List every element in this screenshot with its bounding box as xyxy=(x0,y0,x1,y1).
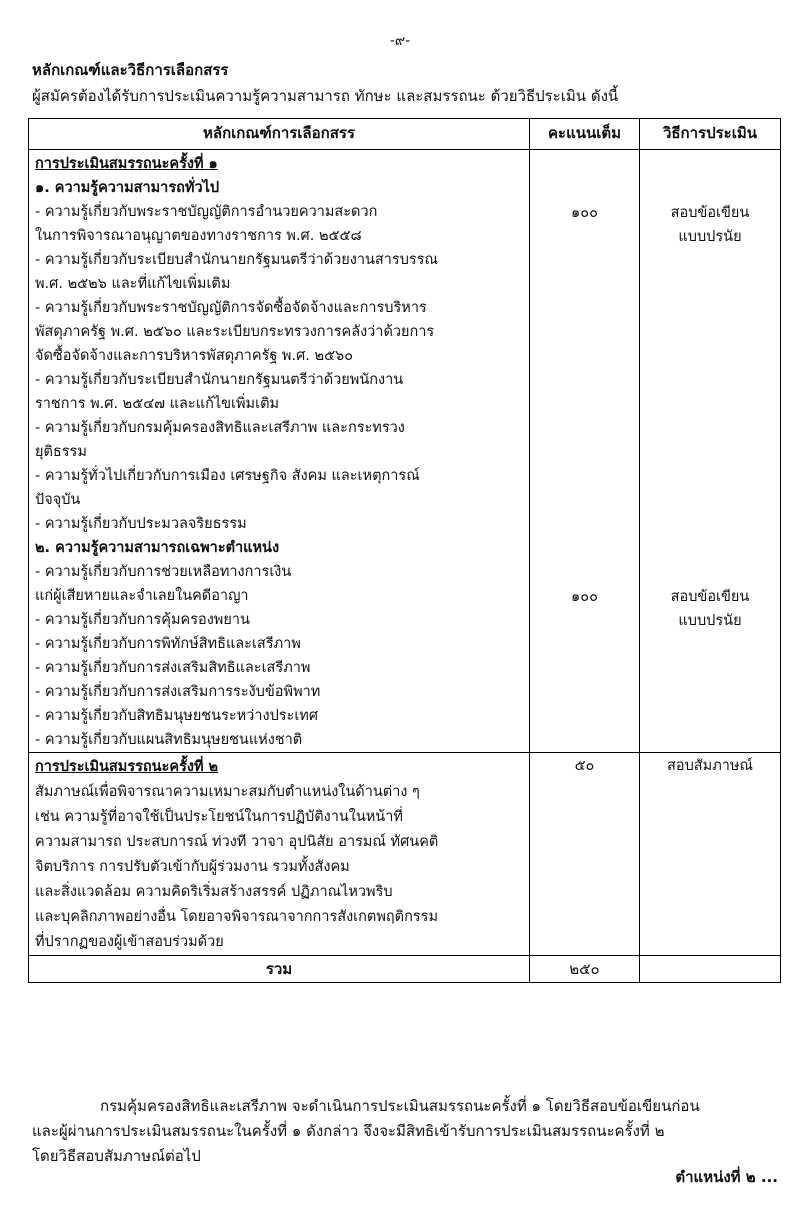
footer-paragraph xyxy=(32,1094,782,1169)
section1-method-cell xyxy=(640,150,781,753)
part2-score: ๑๐๐ xyxy=(571,589,598,605)
list-item: และบุคลิกภาพอย่างอื่น โดยอาจพิจารณาจากการสังเกตพฤติกรรม xyxy=(35,909,439,925)
header-criteria: หลักเกณฑ์การเลือกสรร xyxy=(29,119,530,150)
section2-method-cell xyxy=(640,753,781,956)
header-full-score: คะแนนเต็ม xyxy=(530,119,640,150)
section2-row xyxy=(29,753,781,956)
list-item: แก่ผู้เสียหายและจำเลยในคดีอาญา xyxy=(35,588,249,604)
total-method-cell xyxy=(640,956,781,983)
footer-line: โดยวิธีสอบสัมภาษณ์ต่อไป xyxy=(32,1147,201,1165)
list-item: เช่น ความรู้ที่อาจใช้เป็นประโยชน์ในการปฏิบัติงานในหน้าที่ xyxy=(35,809,403,825)
list-item: - ความรู้เกี่ยวกับการส่งเสริมสิทธิและเสรีภาพ xyxy=(35,660,311,676)
list-item: พัสดุภาครัฐ พ.ศ. ๒๕๖๐ และระเบียบกระทรวงการคลังว่าด้วยการ xyxy=(35,324,435,340)
list-item: - ความรู้เกี่ยวกับระเบียบสำนักนายกรัฐมนตรีว่าด้วยงานสารบรรณ xyxy=(35,252,438,268)
part1-method-line2: แบบปรนัย xyxy=(678,229,742,245)
list-item: - ความรู้เกี่ยวกับแผนสิทธิมนุษยชนแห่งชาติ xyxy=(35,732,303,748)
part2-list xyxy=(35,560,523,752)
list-item: ปัจจุบัน xyxy=(35,492,81,508)
list-item: - ความรู้เกี่ยวกับกรมคุ้มครองสิทธิและเสรีภาพ และกระทรวง xyxy=(35,420,405,436)
section-heading: หลักเกณฑ์และวิธีการเลือกสรร xyxy=(32,61,229,79)
list-item: จิตบริการ การปรับตัวเข้ากับผู้ร่วมงาน รวมทั้งสังคม xyxy=(35,859,350,875)
part1-score: ๑๐๐ xyxy=(571,205,598,221)
list-item: และสิ่งแวดล้อม ความคิดริเริ่มสร้างสรรค์ ปฏิภาณไหวพริบ xyxy=(35,884,393,900)
section2-score-cell xyxy=(530,753,640,956)
section2-title: การประเมินสมรรถนะครั้งที่ ๒ xyxy=(35,759,219,775)
part1-title: ๑. ความรู้ความสามารถทั่วไป xyxy=(35,180,220,196)
total-row xyxy=(29,956,781,983)
part2-title: ๒. ความรู้ความสามารถเฉพาะตำแหน่ง xyxy=(35,540,280,556)
section1-row xyxy=(29,150,781,753)
list-item: - ความรู้เกี่ยวกับประมวลจริยธรรม xyxy=(35,516,247,532)
section1-score-cell xyxy=(530,150,640,753)
list-item: พ.ศ. ๒๕๒๖ และที่แก้ไขเพิ่มเติม xyxy=(35,276,231,292)
list-item: ที่ปรากฏของผู้เข้าสอบร่วมด้วย xyxy=(35,934,224,950)
list-item: - ความรู้เกี่ยวกับสิทธิมนุษยชนระหว่างประเทศ xyxy=(35,708,319,724)
section1-criteria-cell xyxy=(29,150,530,753)
part1-list xyxy=(35,200,523,536)
footer-line: กรมคุ้มครองสิทธิและเสรีภาพ จะดำเนินการประเมินสมรรถนะครั้งที่ ๑ โดยวิธีสอบข้อเขียนก่อน xyxy=(100,1097,700,1115)
list-item: ในการพิจารณาอนุญาตของทางราชการ พ.ศ. ๒๕๕๘ xyxy=(35,228,362,244)
list-item: - ความรู้เกี่ยวกับการช่วยเหลือทางการเงิน xyxy=(35,564,292,580)
part2-method-line1: สอบข้อเขียน xyxy=(670,589,750,605)
table-header-row xyxy=(29,119,781,150)
part2-method-line2: แบบปรนัย xyxy=(678,613,742,629)
continuation-text: ตำแหน่งที่ ๒ ... xyxy=(675,1168,778,1186)
footer-line: และผู้ผ่านการประเมินสมรรถนะในครั้งที่ ๑ ดังกล่าว จึงจะมีสิทธิเข้ารับการประเมินสมรรถนะครั้งที่ ๒ xyxy=(32,1122,665,1140)
section1-title: การประเมินสมรรถนะครั้งที่ ๑ xyxy=(35,156,218,172)
criteria-table xyxy=(28,118,781,983)
section2-method: สอบสัมภาษณ์ xyxy=(667,758,753,774)
section2-score: ๕๐ xyxy=(574,758,595,774)
header-method: วิธีการประเมิน xyxy=(640,119,781,150)
page-number: -๙- xyxy=(389,33,411,49)
part1-method-line1: สอบข้อเขียน xyxy=(670,205,750,221)
list-item: จัดซื้อจัดจ้างและการบริหารพัสดุภาครัฐ พ.ศ. ๒๕๖๐ xyxy=(35,348,354,364)
list-item: - ความรู้เกี่ยวกับการคุ้มครองพยาน xyxy=(35,612,250,628)
list-item: ราชการ พ.ศ. ๒๕๔๗ และแก้ไขเพิ่มเติม xyxy=(35,396,280,412)
list-item: สัมภาษณ์เพื่อพิจารณาความเหมาะสมกับตำแหน่งในด้านต่าง ๆ xyxy=(35,784,420,800)
total-label: รวม xyxy=(29,956,530,983)
list-item: - ความรู้ทั่วไปเกี่ยวกับการเมือง เศรษฐกิจ สังคม และเหตุการณ์ xyxy=(35,468,420,484)
list-item: - ความรู้เกี่ยวกับระเบียบสำนักนายกรัฐมนตรีว่าด้วยพนักงาน xyxy=(35,372,404,388)
list-item: - ความรู้เกี่ยวกับพระราชบัญญัติการอำนวยความสะดวก xyxy=(35,204,378,220)
list-item: - ความรู้เกี่ยวกับพระราชบัญญัติการจัดซื้อจัดจ้างและการบริหาร xyxy=(35,300,427,316)
section2-criteria-cell xyxy=(29,753,530,956)
total-value: ๒๕๐ xyxy=(530,956,640,983)
list-item: - ความรู้เกี่ยวกับการส่งเสริมการระงับข้อพิพาท xyxy=(35,684,321,700)
list-item: ยุติธรรม xyxy=(35,444,87,460)
list-item: - ความรู้เกี่ยวกับการพิทักษ์สิทธิและเสรีภาพ xyxy=(35,636,301,652)
intro-text: ผู้สมัครต้องได้รับการประเมินความรู้ความสามารถ ทักษะ และสมรรถนะ ด้วยวิธีประเมิน ดังนี้ xyxy=(32,87,619,105)
list-item: ความสามารถ ประสบการณ์ ท่วงที วาจา อุปนิสัย อารมณ์ ทัศนคติ xyxy=(35,834,439,850)
